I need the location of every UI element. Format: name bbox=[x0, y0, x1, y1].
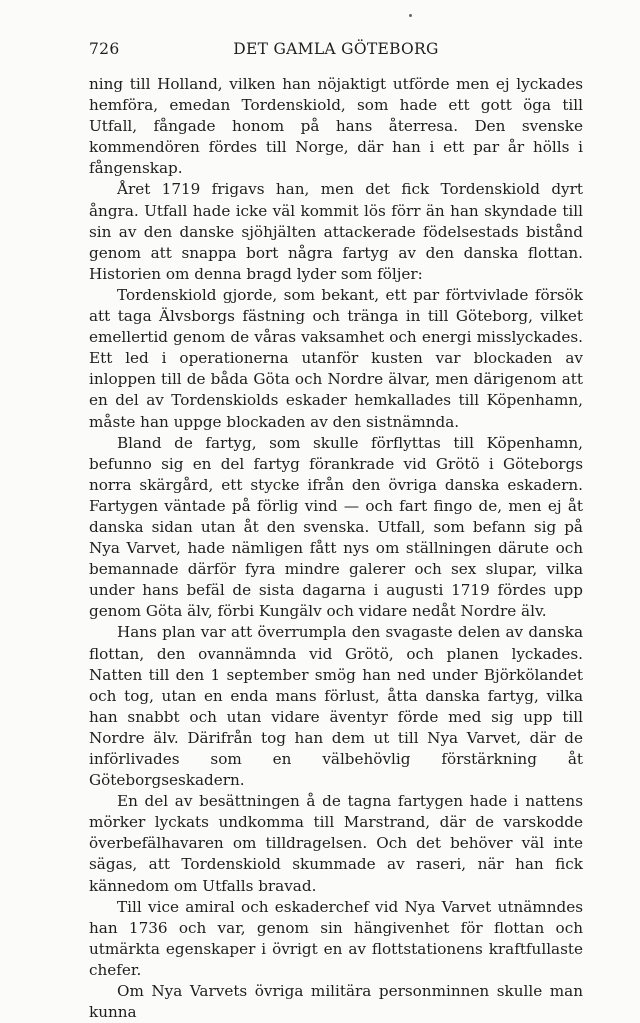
paragraph: ning till Holland, vilken han nöjaktigt utförde men ej lyckades hemföra, emedan Tordenskiold, som hade ett gott öga till Utfall, fångade honom på hans återresa. Den svenske kommendören fördes till Norge, där han i ett par år hölls i fångenskap. bbox=[89, 75, 583, 178]
print-speck bbox=[409, 14, 412, 17]
paragraph: Tordenskiold gjorde, som bekant, ett par förtvivlade försök att taga Älvsborgs fästning och tränga in till Göteborg, vilket emellertid genom de våras vaksamhet och energi misslyckades. Ett led i operationerna utanför kusten var blockaden av inloppen till de båda Göta och Nordre älvar, men därigenom att en del av Tordenskiolds eskader hemkallades till Köpenhamn, måste han uppge blockaden av den sistnämnda. bbox=[89, 285, 583, 431]
paragraph: Hans plan var att överrumpla den svagaste delen av danska flottan, den ovannämnda vid Grötö, och planen lyckades. Natten till den 1 september smög han ned under Björkölandet och tog, utan en enda mans förlust, åtta danska fartyg, vilka han snabbt och utan vidare äventyr förde med sig upp till Nordre älv. Därifrån tog han dem ut till Nya Varvet, där de införlivades som en välbehövlig förstärkning åt Göteborgseskadern. bbox=[89, 623, 583, 790]
paragraph: Bland de fartyg, som skulle förflyttas till Köpenhamn, befunno sig en del fartyg förankrade vid Grötö i Göteborgs norra skärgård, ett stycke ifrån den övriga danska eskadern. Fartygen väntade på förlig vind — och fart fingo de, men ej åt danska sidan utan åt den svenska. Utfall, som befann sig på Nya Varvet, hade nämligen fått nys om ställningen därute och bemannade därför fyra mindre galerer och sex slupar, vilka under hans befäl de sista dagarna i augusti 1719 fördes upp genom Göta älv, förbi Kungälv och vidare nedåt Nordre älv. bbox=[89, 433, 583, 621]
paragraph: Året 1719 frigavs han, men det fick Tordenskiold dyrt ångra. Utfall hade icke väl kommit lös förr än han skyndade till sin av den danske sjöhjälten attackerade födelsestads bistånd genom att snappa bort några fartyg av den danska flottan. Historien om denna bragd lyder som följer: bbox=[89, 180, 583, 283]
page-header bbox=[89, 40, 583, 64]
book-page bbox=[89, 40, 583, 1023]
paragraph: Om Nya Varvets övriga militära personminnen skulle man kunna bbox=[89, 982, 583, 1022]
page-number: 726 bbox=[89, 40, 120, 58]
paragraph: Till vice amiral och eskaderchef vid Nya Varvet utnämndes han 1736 och var, genom sin hängivenhet för flottan och utmärkta egenskaper i övrigt en av flottstationens kraftfullaste chefer. bbox=[89, 897, 583, 979]
body-text bbox=[89, 74, 583, 1023]
paragraph: En del av besättningen å de tagna fartygen hade i nattens mörker lyckats undkomma till Marstrand, där de varskodde överbefälhavaren om tilldragelsen. Och det behöver väl inte sägas, att Tordenskiold skummade av raseri, när han fick kännedom om Utfalls bravad. bbox=[89, 792, 583, 895]
running-title: DET GAMLA GÖTEBORG bbox=[233, 40, 439, 58]
